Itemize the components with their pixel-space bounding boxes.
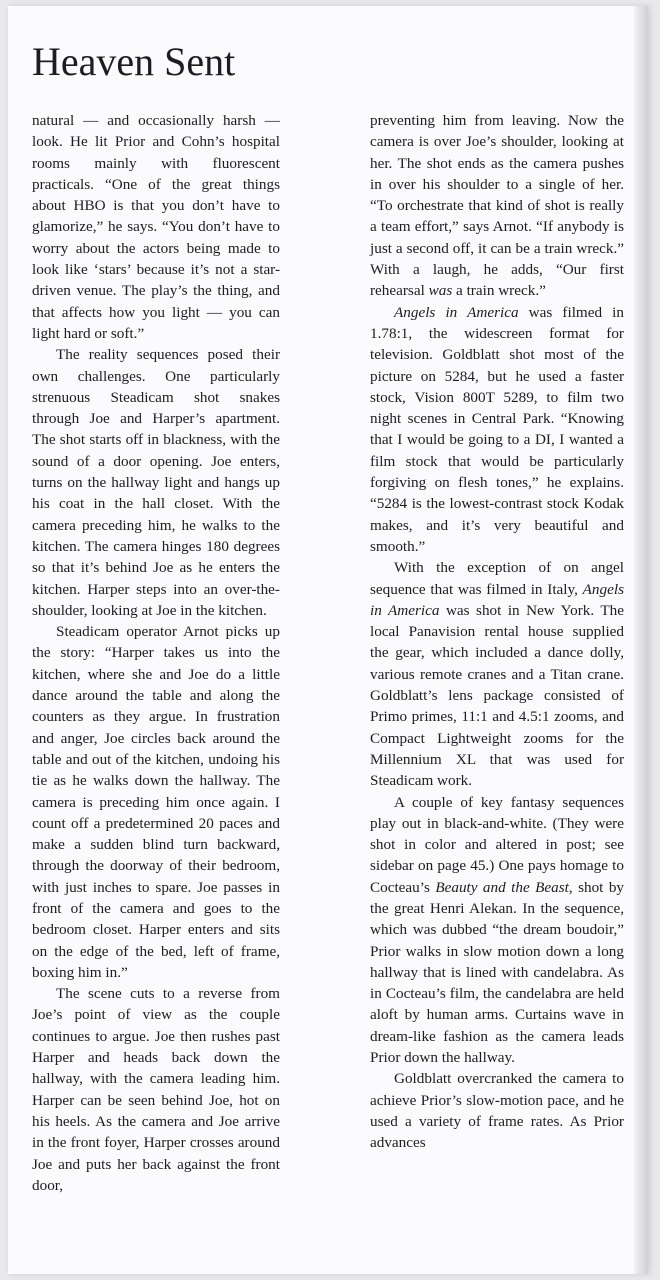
text-run: was shot in New York. The local Panavision rental house supplied the gear, which included a dance dolly, various remote cranes and a Titan crane. Goldblatt’s lens package consisted of Primo primes, 11:1 and 4.5:1 zooms, and Compact Lightweight zooms for the Millennium XL that was used for Steadicam work. [370,601,624,790]
paragraph [370,302,624,558]
article-title: Heaven Sent [32,39,236,84]
right-column [370,110,624,1154]
text-run: With the exception of on angel sequence that was filmed in Italy, [370,559,624,598]
italic-text: Angels in America [394,303,519,321]
paragraph: Steadicam operator Arnot picks up the story: “Harper takes us into the kitchen, where she and Joe do a little dance around the table and along the counters as they argue. In frustration and anger, Joe circles back around the table and out of the kitchen, undoing his tie as he walks down the hallway. The camera is preceding him once again. I count off a predetermined 20 paces and make a sudden blind turn backward, through the doorway of their bedroom, with just inches to spare. Joe passes in front of the camera and goes to the bedroom closet. Harper enters and sits on the edge of the bed, left of frame, boxing him in.” [32,623,280,981]
paragraph [370,557,624,791]
magazine-page [8,6,648,1274]
page-edge-shadow [634,6,648,1274]
text-run: preventing him from leaving. Now the camera is over Joe’s shoulder, looking at her. The shot ends as the camera pushes in over his shoulder to a single of her. “To orchestrate that kind of shot is really a team effort,” says Arnot. “If anybody is just a second off, it can be a train wreck.” With a laugh, he adds, “Our first rehearsal [370,112,624,300]
italic-text: Beauty and the Beast [435,878,569,896]
paragraph: Goldblatt overcranked the camera to achieve Prior’s slow-motion pace, and he used a variety of frame rates. As Prior advances [370,1070,624,1152]
paragraph: The scene cuts to a reverse from Joe’s point of view as the couple continues to argue. Joe then rushes past Harper and heads back down the hallway, with the camera leading him. Harper can be seen behind Joe, hot on his heels. As the camera and Joe arrive in the front foyer, Harper crosses around Joe and puts her back against the front door, [32,985,280,1194]
paragraph: The reality sequences posed their own challenges. One particularly strenuous Steadicam shot snakes through Joe and Harper’s apartment. The shot starts off in blackness, with the sound of a door opening. Joe enters, turns on the hallway light and hangs up his coat in the hall closet. With the camera preceding him, he walks to the kitchen. The camera hinges 180 degrees so that it’s behind Joe as he enters the kitchen. Harper steps into an over-the-shoulder, looking at Joe in the kitchen. [32,346,280,619]
text-run: a train wreck.” [452,282,546,300]
italic-text: was [428,282,453,300]
text-run: was filmed in 1.78:1, the widescreen format for television. Goldblatt shot most of the picture on 5284, but he used a faster stock, Vision 800T 5289, to film two night scenes in Central Park. “Knowing that I would be going to a DI, I wanted a film stock that would be particularly forgiving on flesh tones,” he explains. “5284 is the lowest-contrast stock Kodak makes, and it’s very beautiful and smooth.” [370,303,624,555]
text-run: , shot by the great Henri Alekan. In the sequence, which was dubbed “the dream boudoir,” Prior walks in slow motion down a long hallway that is lined with candelabra. As in Cocteau’s film, the candelabra are held aloft by human arms. Curtains wave in dream-like fashion as the camera leads Prior down the hallway. [370,878,625,1067]
paragraph [370,110,624,302]
paragraph [370,792,624,1069]
paragraph: natural — and occasionally harsh — look. He lit Prior and Cohn’s hospital rooms mainly with fluorescent practicals. “One of the great things about HBO is that you don’t have to glamorize,” he says. “You don’t have to worry about the actors being made to look like ‘stars’ because it’s not a star-driven venue. The play’s the thing, and that affects how you light — you can light hard or soft.” [32,112,280,342]
text-run: A couple of key fantasy sequences play out in black-and-white. (They were shot in color and altered in post; see sidebar on page 45.) One pays homage to Cocteau’s [370,793,624,896]
italic-text: Angels in America [370,580,624,619]
left-column [32,110,280,1196]
